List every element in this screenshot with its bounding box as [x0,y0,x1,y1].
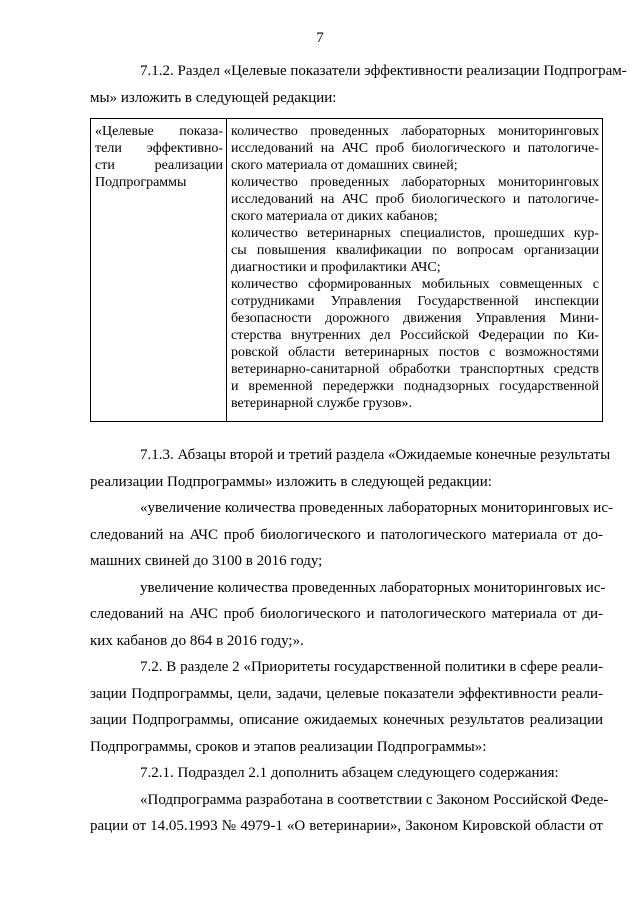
table-text-line: диагностики и профилактики АЧС; [231,260,441,275]
page-number: 7 [316,30,324,46]
table-text-line: ского материала от домашних свиней; [231,158,458,173]
table-cell-values [227,119,602,421]
table-text-line: ровской области ветеринарных постов с возможностями [231,345,599,360]
table-text-line: сы повышения квалификации по вопросам организации [231,243,599,258]
paragraph-7-1-3 [90,442,611,495]
table-text-line: ветеринарно-санитарной обработки транспортных средств [231,362,599,377]
table-text-line: исследований на АЧС проб биологического и патологиче- [231,192,599,207]
document-body [90,58,627,840]
table-cell-label [91,119,227,421]
table-text-line: количество проведенных лабораторных мониторинговых [231,124,599,139]
table-text-line: количество ветеринарных специалистов, прошедших кур- [231,226,599,241]
text-line: ких кабанов до 864 в 2016 году;». [90,632,304,649]
text-line: Подпрограммы, сроков и этапов реализации Подпрограммы»: [90,738,487,755]
quote-paragraph-domestic-pigs [90,495,613,575]
paragraph-7-2-1 [90,760,603,787]
text-line: 7.2. В разделе 2 «Приоритеты государственной политики в сфере реали- [140,659,603,675]
table-text-line: сти реализации [95,158,223,173]
table-text-line: тели эффективно- [95,141,223,156]
text-line: реализации Подпрограммы» изложить в следующей редакции: [90,473,492,490]
table-text-line: ветеринарной службе грузов». [231,396,413,411]
text-line: рации от 14.05.1993 № 4979-1 «О ветеринарии», Законом Кировской области от [90,818,603,834]
text-line: увеличение количества проведенных лабораторных мониторинговых ис- [140,579,606,596]
text-line: «Подпрограмма разработана в соответствии с Законом Российской Феде- [140,791,609,808]
table-text-line: стерства внутренних дел Российской Федерации по Ки- [231,328,599,343]
table-text-line: исследований на АЧС проб биологического и патологиче- [231,141,599,156]
table-text-line: Подпрограммы [95,175,187,190]
table-text-line: ского материала от диких кабанов; [231,209,438,224]
paragraph-7-2 [90,654,603,760]
table-text-line: безопасности дорожного движения Управления Мини- [231,311,599,326]
text-line: 7.1.2. Раздел «Целевые показатели эффективности реализации Подпрограм- [140,63,627,79]
text-line: 7.1.3. Абзацы второй и третий раздела «Ожидаемые конечные результаты [140,447,611,463]
table-text-line: количество проведенных лабораторных мониторинговых [231,175,599,190]
table-text-line: сотрудниками Управления Государственной инспекции [231,294,599,309]
table-text-line: и временной передержки поднадзорных государственной [231,379,599,394]
quote-paragraph-law-reference [90,787,609,840]
text-line: мы» изложить в следующей редакции: [90,89,337,106]
text-line: зации Подпрограммы, описание ожидаемых конечных результатов реализации [90,712,603,728]
text-line: зации Подпрограммы, цели, задачи, целевые показатели эффективности реали- [90,685,603,702]
table-text-line: «Целевые показа- [95,124,223,139]
text-line: следований на АЧС проб биологического и патологического материала от до- [90,526,603,543]
text-line: 7.2.1. Подраздел 2.1 дополнить абзацем следующего содержания: [140,765,559,781]
text-line: следований на АЧС проб биологического и патологического материала от ди- [90,606,603,622]
table-text-line: количество сформированных мобильных совмещенных с [231,277,599,292]
text-line: «увеличение количества проведенных лабораторных мониторинговых ис- [140,500,613,516]
target-indicators-table [90,118,603,422]
text-line: машних свиней до 3100 в 2016 году; [90,553,323,569]
paragraph-7-1-2 [90,58,627,111]
quote-paragraph-wild-boars [90,575,606,655]
